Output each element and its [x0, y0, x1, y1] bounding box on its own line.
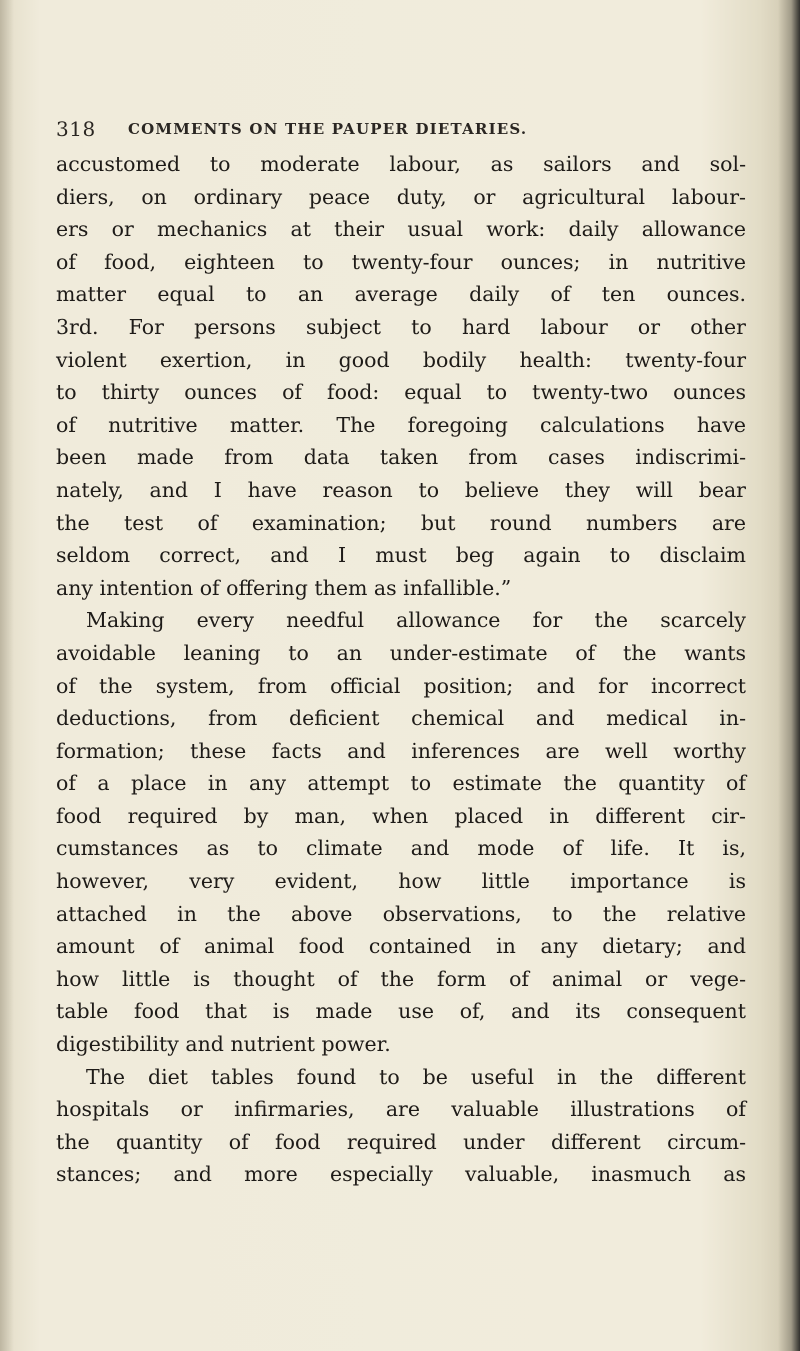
paragraph-start-line: The diet tables found to be useful in the different	[86, 1064, 746, 1089]
text-line: avoidable leaning to an under-estimate of the wants	[56, 640, 746, 665]
text-line: amount of animal food contained in any dietary; and	[56, 934, 746, 959]
text-line: food required by man, when placed in different cir-	[56, 803, 746, 828]
text-line: been made from data taken from cases indiscrimi-	[56, 445, 746, 470]
text-line: matter equal to an average daily of ten ounces.	[56, 282, 746, 307]
text-line: ers or mechanics at their usual work: daily allowance	[56, 217, 746, 242]
text-line: to thirty ounces of food: equal to twenty-two ounces	[56, 380, 746, 405]
text-line: deductions, from deficient chemical and medical in-	[56, 706, 746, 731]
text-line: nately, and I have reason to believe they will bear	[56, 477, 746, 502]
text-line: seldom correct, and I must beg again to disclaim	[56, 543, 746, 568]
text-line: cumstances as to climate and mode of life. It is,	[56, 836, 746, 861]
text-line: the test of examination; but round numbers are	[56, 510, 746, 535]
page-number: 318	[56, 117, 96, 141]
text-line: hospitals or infirmaries, are valuable illustrations of	[56, 1097, 746, 1122]
gutter-shadow	[0, 0, 14, 1351]
text-line: attached in the above observations, to the relative	[56, 901, 746, 926]
text-line: of nutritive matter. The foregoing calculations have	[56, 412, 746, 437]
text-line: how little is thought of the form of animal or vege-	[56, 966, 746, 991]
text-line: digestibility and nutrient power.	[56, 1032, 391, 1057]
text-line: the quantity of food required under different circum-	[56, 1129, 746, 1154]
text-line: accustomed to moderate labour, as sailors and sol-	[56, 152, 746, 176]
page-edge-shadow	[778, 0, 800, 1351]
text-line: any intention of offering them as infallible.”	[56, 575, 512, 600]
text-line: formation; these facts and inferences are well worthy	[56, 738, 746, 763]
page-header	[56, 117, 746, 147]
text-line: of the system, from official position; and for incorrect	[56, 673, 746, 698]
text-line: of a place in any attempt to estimate the quantity of	[56, 771, 746, 796]
text-line: violent exertion, in good bodily health: twenty-four	[56, 347, 746, 372]
paragraph-start-line: Making every needful allowance for the scarcely	[86, 608, 746, 633]
text-line: stances; and more especially valuable, inasmuch as	[56, 1162, 746, 1187]
running-title: COMMENTS ON THE PAUPER DIETARIES.	[128, 120, 528, 138]
body-text	[56, 148, 746, 1191]
text-line: however, very evident, how little importance is	[56, 869, 746, 894]
text-line: of food, eighteen to twenty-four ounces; in nutritive	[56, 249, 746, 274]
text-line: 3rd. For persons subject to hard labour or other	[56, 314, 746, 339]
text-line: diers, on ordinary peace duty, or agricultural labour-	[56, 184, 746, 209]
text-line: table food that is made use of, and its consequent	[56, 999, 746, 1024]
